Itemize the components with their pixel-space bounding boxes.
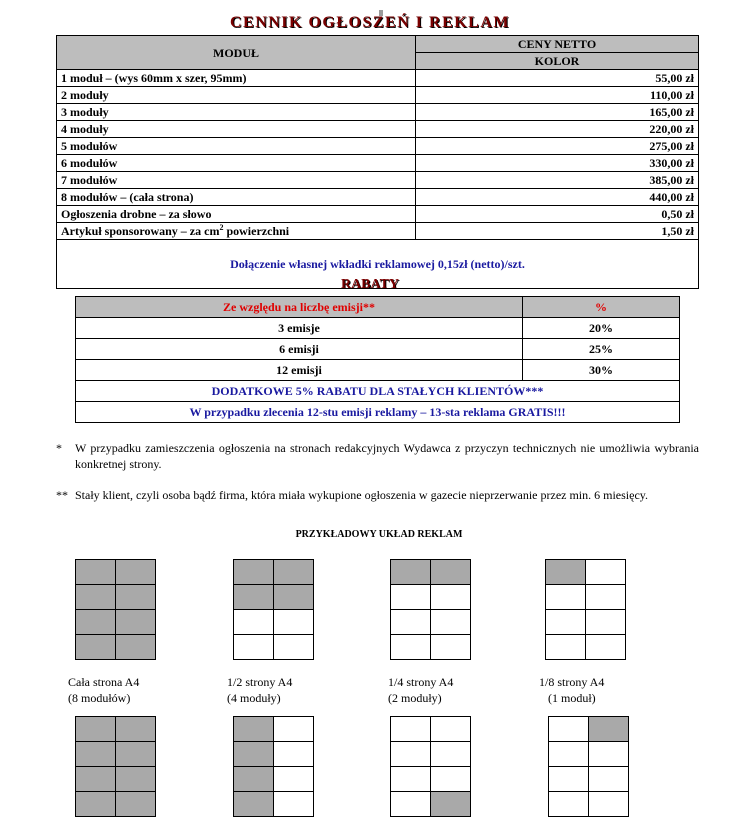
module-cell-empty xyxy=(586,635,625,659)
layout-caption-modules: (8 modułów) xyxy=(68,691,131,705)
free-ad-note: W przypadku zlecenia 12-stu emisji reklamy – 13-sta reklama GRATIS!!! xyxy=(76,402,680,423)
module-cell-empty xyxy=(391,792,430,816)
module-cell-filled xyxy=(116,560,155,584)
price-rows xyxy=(57,70,699,223)
footnote-2 xyxy=(56,487,699,503)
price-row-sponsored xyxy=(57,223,699,240)
column-header-percent: % xyxy=(523,297,680,318)
module-cell-filled xyxy=(116,742,155,766)
module-cell-empty xyxy=(431,585,470,609)
price-row xyxy=(57,155,699,172)
module-grid xyxy=(545,559,626,660)
module-cell-empty xyxy=(274,742,313,766)
column-header-module: MODUŁ xyxy=(57,36,416,70)
discounts-header-row xyxy=(76,297,680,318)
module-cell-filled xyxy=(76,792,115,816)
column-header-prices: CENY NETTO xyxy=(416,36,699,53)
discount-percent: 25% xyxy=(523,339,680,360)
price-label: 7 modułów xyxy=(57,172,416,189)
layout-caption xyxy=(388,674,453,706)
module-cell-filled xyxy=(234,560,273,584)
module-cell-empty xyxy=(549,742,588,766)
module-cell-empty xyxy=(546,585,585,609)
layout-caption xyxy=(68,674,139,706)
free-ad-row xyxy=(76,402,680,423)
example-layouts-title: PRZYKŁADOWY UKŁAD REKLAM xyxy=(295,529,463,540)
module-cell-empty xyxy=(589,742,628,766)
price-value-sponsored: 1,50 zł xyxy=(416,223,699,240)
price-value: 385,00 zł xyxy=(416,172,699,189)
module-cell-empty xyxy=(274,767,313,791)
module-cell-empty xyxy=(431,742,470,766)
module-cell-empty xyxy=(431,635,470,659)
module-cell-filled xyxy=(234,742,273,766)
price-row xyxy=(57,189,699,206)
module-cell-filled xyxy=(76,585,115,609)
price-value: 110,00 zł xyxy=(416,87,699,104)
module-cell-empty xyxy=(274,610,313,634)
module-cell-empty xyxy=(549,792,588,816)
layout-caption-size: 1/4 strony A4 xyxy=(388,675,454,689)
discount-emissions: 3 emisje xyxy=(76,318,523,339)
layout-caption-size: 1/2 strony A4 xyxy=(227,675,293,689)
price-label: 2 moduły xyxy=(57,87,416,104)
price-row xyxy=(57,70,699,87)
module-cell-filled xyxy=(76,742,115,766)
price-value: 0,50 zł xyxy=(416,206,699,223)
price-row xyxy=(57,87,699,104)
discount-emissions: 6 emisji xyxy=(76,339,523,360)
price-label: 6 modułów xyxy=(57,155,416,172)
price-label: 8 modułów – (cała strona) xyxy=(57,189,416,206)
module-cell-empty xyxy=(391,635,430,659)
column-header-color: KOLOR xyxy=(416,53,699,70)
price-row xyxy=(57,206,699,223)
insert-note: Dołączenie własnej wkładki reklamowej 0,15zł (netto)/szt. xyxy=(57,240,699,289)
module-cell-filled xyxy=(76,635,115,659)
module-cell-filled xyxy=(274,560,313,584)
layout-caption xyxy=(539,674,604,706)
module-cell-filled xyxy=(589,717,628,741)
discounts-table xyxy=(75,296,680,423)
module-cell-filled xyxy=(431,560,470,584)
price-label: 1 moduł – (wys 60mm x szer, 95mm) xyxy=(57,70,416,87)
module-grid xyxy=(548,716,629,817)
module-cell-filled xyxy=(116,767,155,791)
module-cell-empty xyxy=(234,610,273,634)
module-cell-empty xyxy=(431,767,470,791)
price-value: 330,00 zł xyxy=(416,155,699,172)
module-cell-filled xyxy=(234,767,273,791)
price-value: 440,00 zł xyxy=(416,189,699,206)
module-cell-empty xyxy=(546,635,585,659)
module-cell-filled xyxy=(234,585,273,609)
price-row xyxy=(57,104,699,121)
module-cell-filled xyxy=(116,635,155,659)
module-cell-empty xyxy=(391,742,430,766)
page-title: CENNIK OGŁOSZEŃ I REKLAM xyxy=(229,14,511,31)
module-cell-filled xyxy=(431,792,470,816)
layout-caption-size: 1/8 strony A4 xyxy=(539,675,605,689)
module-cell-filled xyxy=(76,610,115,634)
module-grid xyxy=(75,559,156,660)
module-cell-empty xyxy=(234,635,273,659)
layout-caption-modules: (2 moduły) xyxy=(388,691,442,705)
loyal-discount-note: DODATKOWE 5% RABATU DLA STAŁYCH KLIENTÓW*** xyxy=(76,381,680,402)
module-cell-filled xyxy=(234,792,273,816)
module-cell-empty xyxy=(546,610,585,634)
module-cell-empty xyxy=(589,767,628,791)
price-value: 275,00 zł xyxy=(416,138,699,155)
discount-emissions: 12 emisji xyxy=(76,360,523,381)
footnote-1 xyxy=(56,440,699,472)
module-cell-filled xyxy=(76,560,115,584)
price-row xyxy=(57,172,699,189)
module-cell-filled xyxy=(116,585,155,609)
module-cell-filled xyxy=(116,792,155,816)
discount-percent: 20% xyxy=(523,318,680,339)
price-label-sponsored: Artykuł sponsorowany – za $cm^2$ powierzchni xyxy=(57,223,416,240)
module-cell-filled xyxy=(116,610,155,634)
module-cell-empty xyxy=(586,610,625,634)
module-grid xyxy=(233,559,314,660)
discounts-title: RABATY xyxy=(340,277,400,292)
module-cell-empty xyxy=(391,717,430,741)
discount-percent: 30% xyxy=(523,360,680,381)
module-cell-filled xyxy=(76,767,115,791)
price-value: 165,00 zł xyxy=(416,104,699,121)
price-label: Ogłoszenia drobne – za słowo xyxy=(57,206,416,223)
layout-caption-modules: (1 moduł) xyxy=(548,691,596,705)
footnote-1-mark: * xyxy=(56,441,62,455)
price-row xyxy=(57,138,699,155)
module-grid xyxy=(390,716,471,817)
module-cell-empty xyxy=(391,610,430,634)
column-header-reason: Ze względu na liczbę emisji** xyxy=(76,297,523,318)
footnote-1-text: W przypadku zamieszczenia ogłoszenia na stronach redakcyjnych Wydawca z przyczyn technicznych nie umożliwia wybrania konkretnej strony. xyxy=(75,441,699,471)
loyal-discount-row xyxy=(76,381,680,402)
module-cell-filled xyxy=(76,717,115,741)
module-cell-empty xyxy=(391,585,430,609)
module-cell-empty xyxy=(549,717,588,741)
module-cell-empty xyxy=(431,610,470,634)
discount-row xyxy=(76,339,680,360)
module-cell-empty xyxy=(586,560,625,584)
layout-caption xyxy=(227,674,292,706)
module-cell-empty xyxy=(274,792,313,816)
price-value: 55,00 zł xyxy=(416,70,699,87)
discount-row xyxy=(76,360,680,381)
price-label: 5 modułów xyxy=(57,138,416,155)
footnote-2-mark: ** xyxy=(56,488,68,502)
module-cell-empty xyxy=(549,767,588,791)
layout-caption-modules: (4 moduły) xyxy=(227,691,281,705)
module-cell-filled xyxy=(274,585,313,609)
module-grid xyxy=(233,716,314,817)
discount-row xyxy=(76,318,680,339)
price-row xyxy=(57,121,699,138)
footnote-2-text: Stały klient, czyli osoba bądź firma, która miała wykupione ogłoszenia w gazecie nieprzerwanie przez min. 6 miesięcy. xyxy=(75,488,649,502)
layout-caption-size: Cała strona A4 xyxy=(68,675,140,689)
module-cell-empty xyxy=(274,717,313,741)
discount-rows xyxy=(76,318,680,381)
price-label: 4 moduły xyxy=(57,121,416,138)
price-value: 220,00 zł xyxy=(416,121,699,138)
price-label: 3 moduły xyxy=(57,104,416,121)
module-cell-empty xyxy=(274,635,313,659)
module-cell-empty xyxy=(586,585,625,609)
module-cell-empty xyxy=(589,792,628,816)
module-cell-filled xyxy=(234,717,273,741)
module-cell-empty xyxy=(431,717,470,741)
module-grid xyxy=(75,716,156,817)
module-cell-empty xyxy=(391,767,430,791)
price-header-row xyxy=(57,36,699,53)
price-table xyxy=(56,35,699,289)
module-cell-filled xyxy=(116,717,155,741)
module-cell-filled xyxy=(391,560,430,584)
module-cell-filled xyxy=(546,560,585,584)
module-grid xyxy=(390,559,471,660)
